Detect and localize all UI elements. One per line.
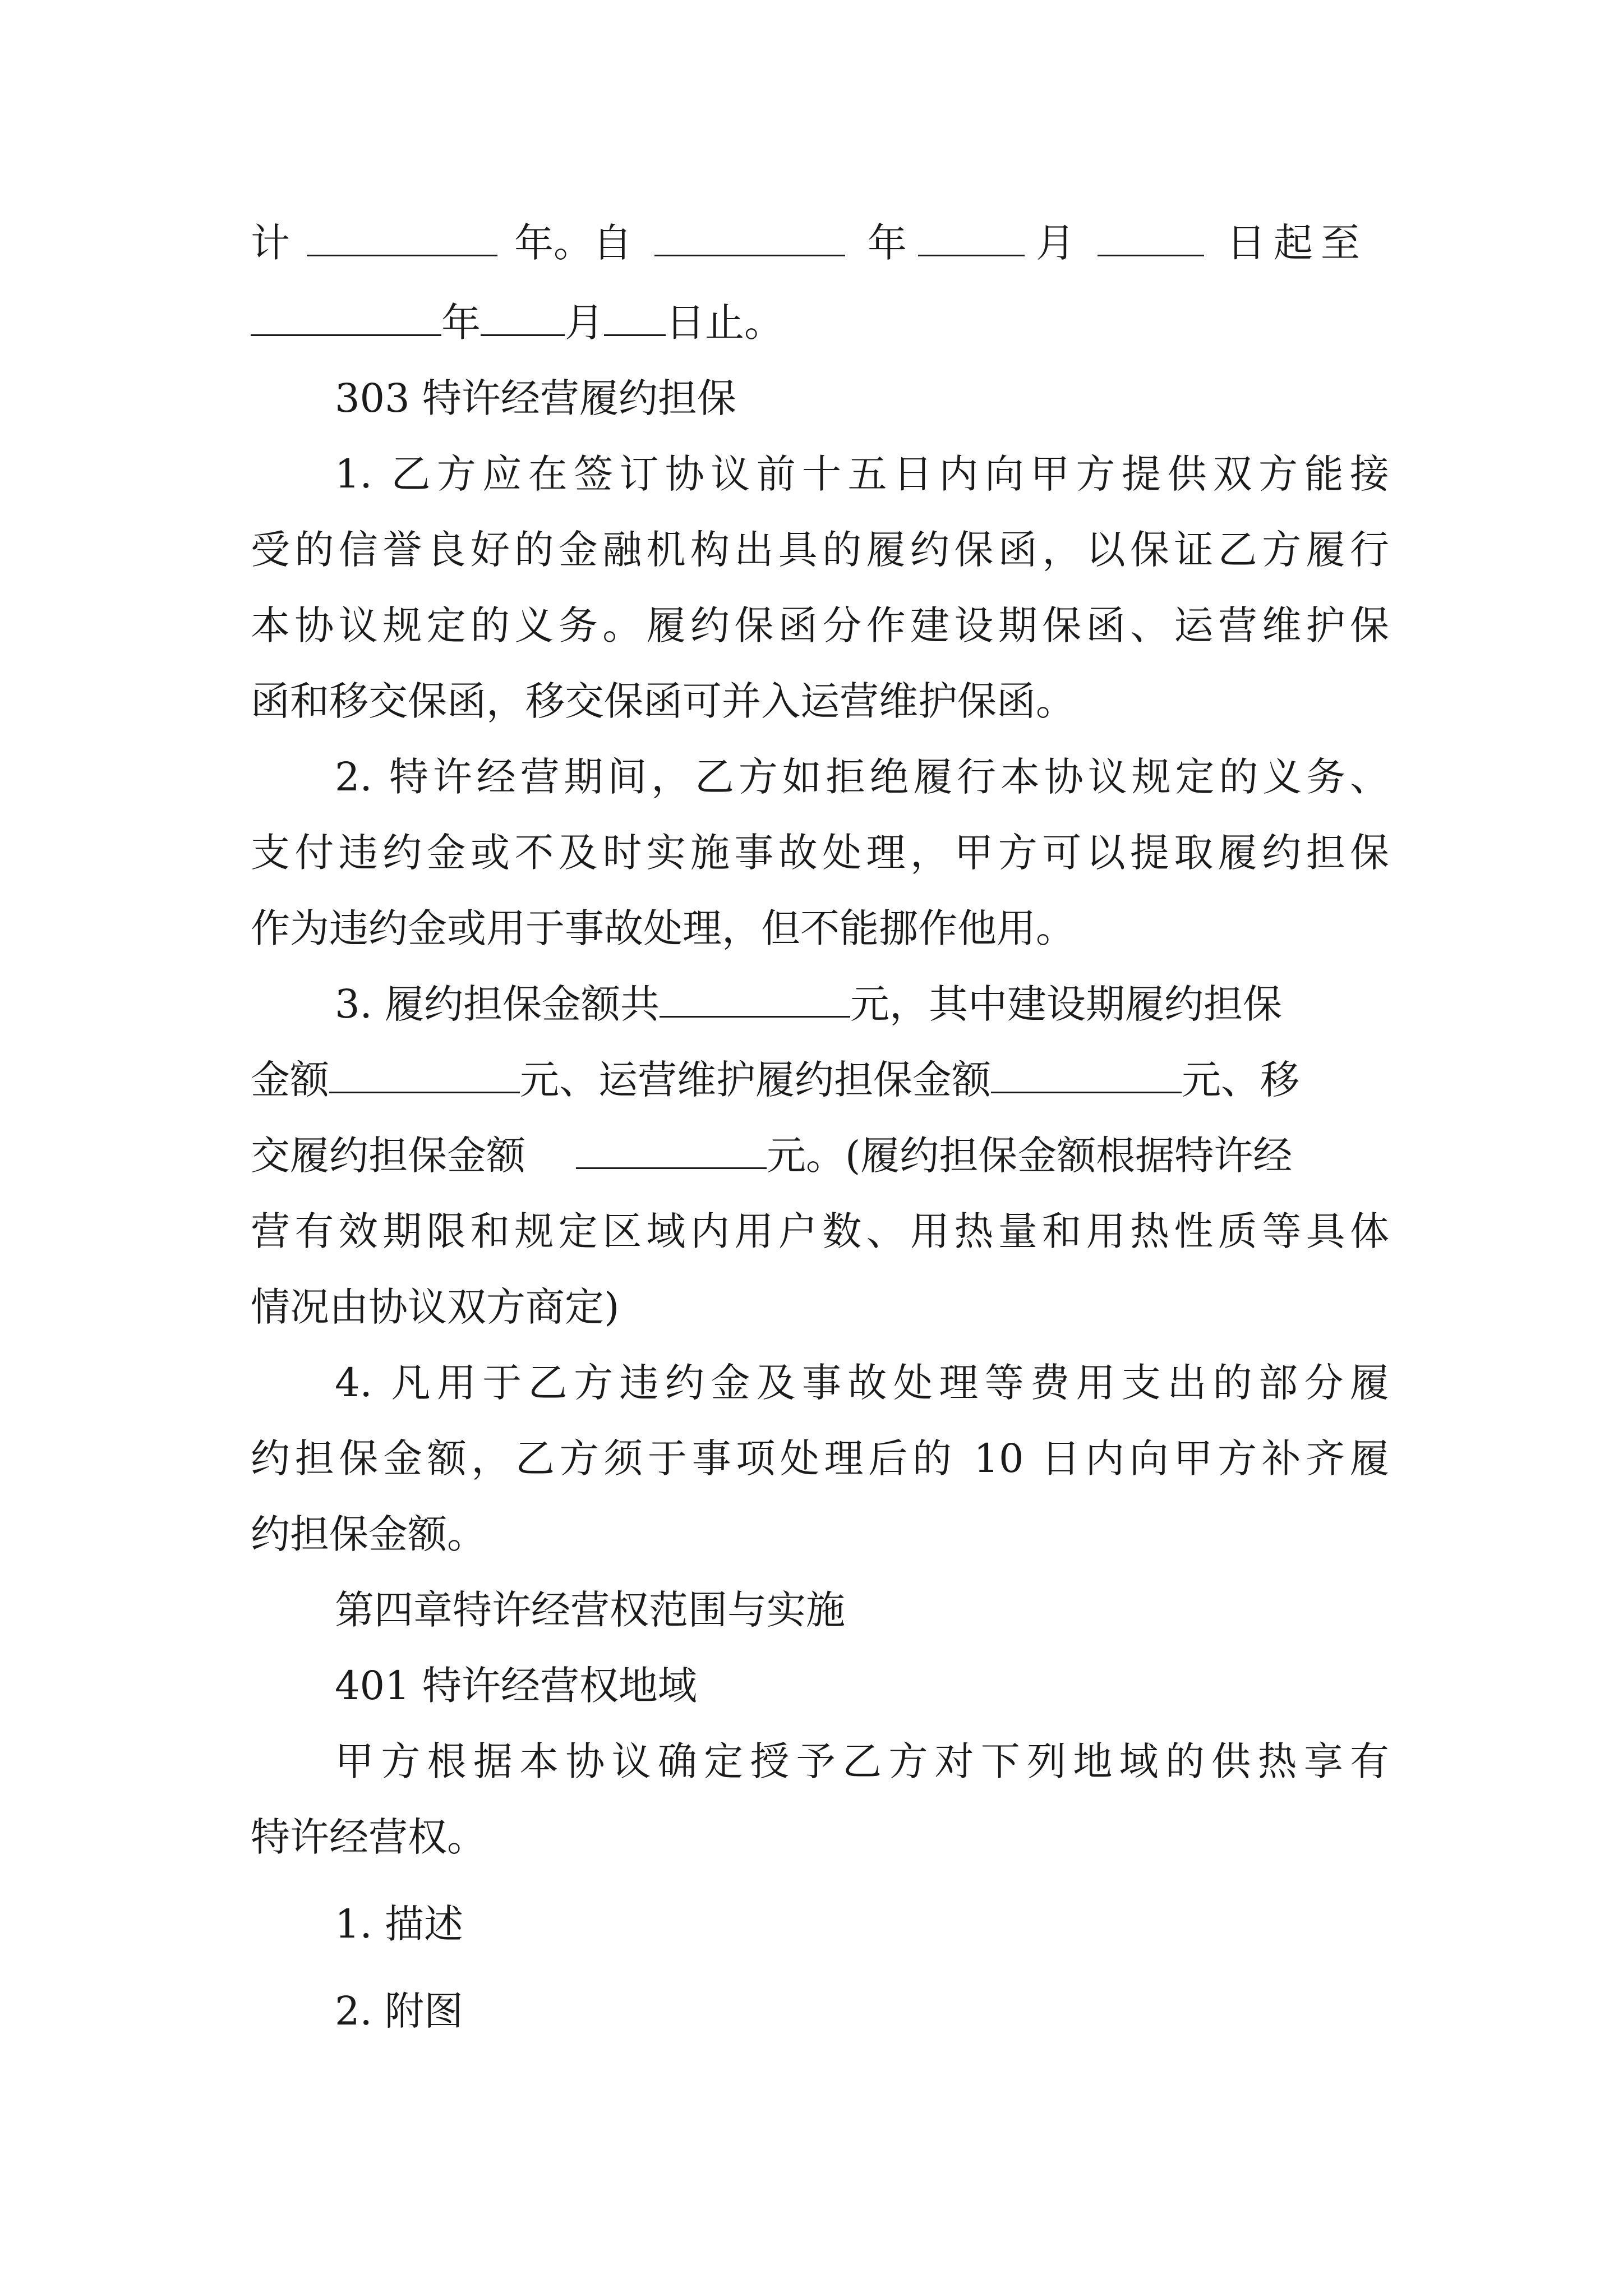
section-heading-303: 303 特许经营履约担保 (335, 375, 736, 421)
text-segment: 月 (565, 300, 604, 346)
fill-blank-start-day[interactable] (1098, 218, 1204, 256)
paragraph-line: 营有效期限和规定区域内用户数、用热量和用热性质等具体 (251, 1208, 1389, 1254)
text-segment: 元，其中建设期履约担保 (850, 981, 1283, 1027)
paragraph-line: 2. 特许经营期间，乙方如拒绝履行本协议规定的义务、 (335, 754, 1389, 800)
text-segment: 日止。 (666, 300, 783, 346)
guarantee-total-line (335, 979, 1389, 1029)
fill-blank-end-year[interactable] (251, 297, 441, 336)
term-end-line (251, 297, 1389, 348)
paragraph-line: 受的信誉良好的金融机构出具的履约保函，以保证乙方履行 (251, 527, 1389, 573)
text-segment: 月 (1036, 220, 1075, 266)
paragraph-line: 约担保金额，乙方须于事项处理后的 10 日内向甲方补齐履 (251, 1435, 1389, 1481)
guarantee-breakdown-line (251, 1055, 1389, 1105)
text-segment: 元、运营维护履约担保金额 (520, 1057, 991, 1103)
term-years-line (251, 218, 1389, 268)
text-segment: 3. 履约担保金额共 (335, 981, 660, 1027)
paragraph-line: 本协议规定的义务。履约保函分作建设期保函、运营维护保 (251, 602, 1389, 648)
fill-blank-end-month[interactable] (481, 297, 565, 336)
paragraph-line: 特许经营权。 (251, 1814, 486, 1860)
paragraph-line: 作为违约金或用于事故处理，但不能挪作他用。 (251, 905, 1075, 951)
text-segment: 年 (441, 300, 481, 346)
paragraph-line: 4. 凡用于乙方违约金及事故处理等费用支出的部分履 (335, 1360, 1389, 1406)
text-segment: 年 (868, 220, 907, 266)
paragraph-line: 1. 乙方应在签订协议前十五日内向甲方提供双方能接 (335, 451, 1389, 497)
fill-blank-years[interactable] (307, 218, 497, 256)
fill-blank-total-amount[interactable] (660, 979, 850, 1018)
text-segment: 日起至 (1227, 220, 1368, 266)
paragraph-line: 甲方根据本协议确定授予乙方对下列地域的供热享有 (335, 1738, 1389, 1784)
guarantee-transfer-line (251, 1130, 1389, 1181)
paragraph-line: 支付违约金或不及时实施事故处理，甲方可以提取履约担保 (251, 830, 1389, 876)
fill-blank-transfer-amount[interactable] (576, 1130, 767, 1169)
text-segment: 金额 (251, 1057, 329, 1103)
text-segment: 元、移 (1182, 1057, 1299, 1103)
list-item: 2. 附图 (335, 1988, 464, 2034)
paragraph-line: 情况由协议双方商定) (251, 1284, 620, 1330)
paragraph-line: 函和移交保函，移交保函可并入运营维护保函。 (251, 678, 1075, 724)
text-segment: 计 (251, 220, 290, 266)
text-segment: 年。自 (514, 220, 632, 266)
section-heading-401: 401 特许经营权地域 (335, 1663, 697, 1709)
fill-blank-start-month[interactable] (918, 218, 1025, 256)
paragraph-line: 约担保金额。 (251, 1511, 486, 1557)
fill-blank-start-year[interactable] (654, 218, 845, 256)
fill-blank-operation-amount[interactable] (991, 1055, 1182, 1093)
chapter-heading: 第四章特许经营权范围与实施 (335, 1587, 845, 1633)
text-segment: 元。(履约担保金额根据特许经 (767, 1133, 1293, 1179)
text-segment: 交履约担保金额 (251, 1133, 525, 1179)
fill-blank-construction-amount[interactable] (329, 1055, 520, 1093)
list-item: 1. 描述 (335, 1901, 464, 1947)
fill-blank-end-day[interactable] (604, 297, 666, 336)
